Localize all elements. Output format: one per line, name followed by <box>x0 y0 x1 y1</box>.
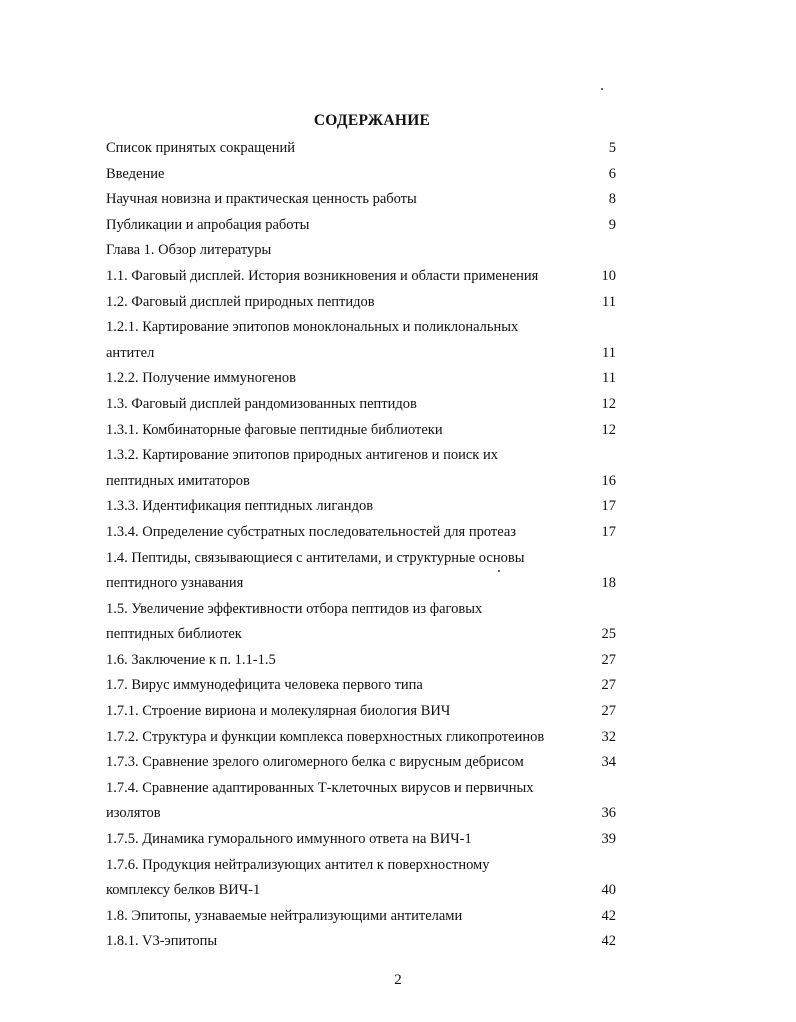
toc-entry <box>106 418 616 444</box>
toc-entry <box>106 341 616 367</box>
toc-entry <box>106 264 616 290</box>
toc-entry-page: 9 <box>608 216 616 233</box>
toc-entry <box>106 392 616 418</box>
toc-entry-page: 27 <box>601 703 616 720</box>
toc-entry-text: пептидных имитаторов <box>106 472 250 489</box>
toc-entry <box>106 750 616 776</box>
toc-entry-page: 11 <box>602 293 616 310</box>
toc-entry-text: 1.4. Пептиды, связывающиеся с антителами, и структурные основы <box>106 549 525 566</box>
toc-entry <box>106 597 616 623</box>
toc-entry <box>106 162 616 188</box>
toc-entry-page: 25 <box>601 626 616 643</box>
toc-entry-page: 32 <box>601 728 616 745</box>
toc-entry <box>106 494 616 520</box>
toc-entry <box>106 443 616 469</box>
toc-entry-page: 6 <box>608 165 616 182</box>
toc-entry-page: 36 <box>601 805 616 822</box>
toc-entry-page: 10 <box>601 267 616 284</box>
toc-entry <box>106 622 616 648</box>
toc-entry-text: 1.3. Фаговый дисплей рандомизованных пептидов <box>106 395 417 412</box>
toc-entry-page: 8 <box>608 191 616 208</box>
toc-entry-page: 17 <box>601 523 616 540</box>
toc-entry <box>106 725 616 751</box>
toc-entry <box>106 827 616 853</box>
toc-entry-page: 5 <box>608 140 616 156</box>
toc-entry <box>106 853 616 879</box>
toc-entry-page: 40 <box>601 882 616 899</box>
toc-entry-text: пептидного узнавания <box>106 575 244 592</box>
toc-entry-text: Глава 1. Обзор литературы <box>106 242 272 259</box>
toc-entry-text: Публикации и апробация работы <box>106 216 310 233</box>
toc-entry <box>106 290 616 316</box>
toc-entry-text: 1.3.2. Картирование эпитопов природных антигенов и поиск их <box>106 447 498 464</box>
toc-entry-text: 1.7.1. Строение вириона и молекулярная биология ВИЧ <box>106 703 451 720</box>
toc-entry <box>106 315 616 341</box>
toc-entry-text: 1.1. Фаговый дисплей. История возникновения и области применения <box>106 267 539 284</box>
toc-entry-text: 1.8.1. V3-эпитопы <box>106 933 218 950</box>
toc-entry-page: 12 <box>601 421 616 438</box>
toc-entry-page: 17 <box>601 498 616 515</box>
toc-entry-text: Список принятых сокращений <box>106 140 295 156</box>
toc-entry-text: изолятов <box>106 805 161 822</box>
toc-entry-page: 18 <box>601 575 616 592</box>
scan-speck <box>498 570 500 572</box>
toc-entry <box>106 213 616 239</box>
toc-entry-text: комплексу белков ВИЧ-1 <box>106 882 261 899</box>
toc-entry-text: 1.7.4. Сравнение адаптированных Т-клеточных вирусов и первичных <box>106 779 534 796</box>
toc-entry-text: 1.7.2. Структура и функции комплекса поверхностных гликопротеинов <box>106 728 545 745</box>
toc-entry-text: 1.7.5. Динамика гуморального иммунного ответа на ВИЧ-1 <box>106 831 472 848</box>
toc-entry <box>106 187 616 213</box>
toc-entry-text: 1.3.1. Комбинаторные фаговые пептидные библиотеки <box>106 421 443 438</box>
page-number: 2 <box>394 972 402 988</box>
toc-entry-text: 1.7.6. Продукция нейтрализующих антител к поверхностному <box>106 856 490 873</box>
toc-entry-page: 34 <box>601 754 616 771</box>
toc-entry <box>106 699 616 725</box>
toc-entry <box>106 648 616 674</box>
toc-entry-text: 1.2.2. Получение иммуногенов <box>106 370 296 387</box>
toc-entry-text: 1.6. Заключение к п. 1.1-1.5 <box>106 651 276 668</box>
toc-entry <box>106 776 616 802</box>
toc-entry-text: 1.3.3. Идентификация пептидных лигандов <box>106 498 374 515</box>
toc-entry <box>106 904 616 930</box>
toc-entry <box>106 546 616 572</box>
toc-entry-page: 11 <box>602 344 616 361</box>
toc-entry <box>106 136 616 162</box>
toc-entry-text: 1.8. Эпитопы, узнаваемые нейтрализующими антителами <box>106 907 463 924</box>
toc-entry-text: 1.7.3. Сравнение зрелого олигомерного белка с вирусным дебрисом <box>106 754 524 771</box>
toc-entry-text: 1.7. Вирус иммунодефицита человека первого типа <box>106 677 423 694</box>
toc-entry-text: Научная новизна и практическая ценность работы <box>106 191 417 208</box>
toc-entry-page: 39 <box>601 831 616 848</box>
toc-entry <box>106 366 616 392</box>
toc-entry-page: 42 <box>601 907 616 924</box>
toc-entry-text: 1.5. Увеличение эффективности отбора пептидов из фаговых <box>106 600 483 617</box>
toc-entry-page: 11 <box>602 370 616 387</box>
toc-entry-page: 42 <box>601 933 616 950</box>
toc-entry-text: 1.2. Фаговый дисплей природных пептидов <box>106 293 375 310</box>
toc-entry <box>106 673 616 699</box>
toc-entry <box>106 469 616 495</box>
toc-entry <box>106 801 616 827</box>
page-title: СОДЕРЖАНИЕ <box>313 112 431 129</box>
toc-entry-page: 27 <box>601 651 616 668</box>
toc-entry <box>106 571 616 597</box>
scan-speck <box>601 88 603 90</box>
toc-entry <box>106 878 616 904</box>
toc-entry-text: 1.2.1. Картирование эпитопов моноклональных и поликлональных <box>106 319 519 336</box>
toc-entry-page: 16 <box>601 472 616 489</box>
toc-entry <box>106 520 616 546</box>
toc-entry-text: пептидных библиотек <box>106 626 242 643</box>
toc-entry-text: Введение <box>106 165 165 182</box>
toc-entry-page: 12 <box>601 395 616 412</box>
toc-entry-text: антител <box>106 344 155 361</box>
table-of-contents <box>106 136 616 955</box>
toc-entry-text: 1.3.4. Определение субстратных последовательностей для протеаз <box>106 523 517 540</box>
toc-entry-page: 27 <box>601 677 616 694</box>
toc-entry <box>106 929 616 955</box>
toc-entry <box>106 238 616 264</box>
